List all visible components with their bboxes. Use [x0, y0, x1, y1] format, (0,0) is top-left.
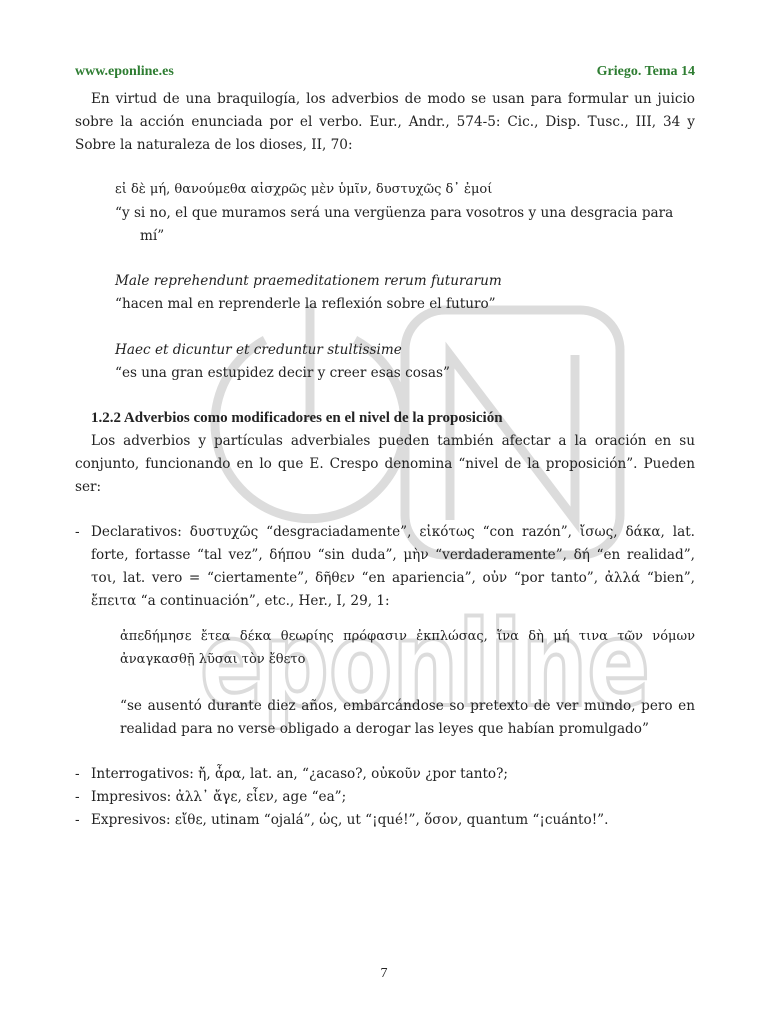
- document-title: Griego. Tema 14: [596, 64, 695, 79]
- latin-quote-1-translation: “hacen mal en reprenderle la reflexión sobre el futuro”: [115, 296, 496, 313]
- declarativos-list: [75, 521, 695, 612]
- intro-paragraph: En virtud de una braquilogía, los adverbios de modo se usan para formular un juicio sobre la acción enunciada por el verbo. Eur., Andr., 574-5: Cic., Disp. Tusc., III, 34 y Sobre la naturaleza de los dioses, II, 70:: [75, 91, 695, 153]
- list-item-declarativos: - Declarativos: δυστυχῶς “desgraciadamente”, εἰκότως “con razón”, ἴσως, δάκα, lat. forte, fortasse “tal vez”, δήπου “sin duda”, μὴν “verdaderamente”, δή “en realidad”, τοι, lat. vero = “ciertamente”, δῆθεν “en apariencia”, οὐν “por tanto”, ἀλλά “bien”, ἔπειτα “a continuación”, etc., Her., I, 29, 1:: [75, 521, 695, 612]
- greek-quote: εἰ δὲ μή, θανούμεθα αἰσχρῶς μὲν ὑμῖν, δυστυχῶς δ᾽ ἐμοί: [115, 182, 493, 198]
- watermark-text: eponline: [200, 595, 650, 730]
- latin-quote-1: Male reprehendunt praemeditationem rerum futurarum: [115, 273, 502, 290]
- section-heading: 1.2.2 Adverbios como modificadores en el nivel de la proposición: [91, 410, 503, 427]
- section-paragraph: Los adverbios y partículas adverbiales pueden también afectar a la oración en su conjunto, funcionando en lo que E. Crespo denomina “nivel de la proposición”. Pueden ser:: [75, 432, 695, 495]
- list-item-interrogativos: - Interrogativos: ἤ, ἆρα, lat. an, “¿acaso?, οὐκοῦν ¿por tanto?;: [75, 763, 695, 786]
- latin-quote-2: Haec et dicuntur et creduntur stultissime: [115, 341, 402, 358]
- list-item-expresivos: - Expresivos: εἴθε, utinam “ojalá”, ὡς, ut “¡qué!”, ὅσον, quantum “¡cuánto!”.: [75, 809, 695, 832]
- herodotus-greek-quote: ἀπεδήμησε ἔτεα δέκα θεωρίης πρόφασιν ἐκπλώσας, ἵνα δὴ μή τινα τῶν νόμων ἀναγκασθῇ λῦσαι τὸν ἔθετο: [120, 629, 695, 668]
- page-content: [75, 88, 695, 832]
- adverb-types-list: [75, 763, 695, 831]
- page-header: [75, 64, 695, 80]
- greek-quote-translation: “y si no, el que muramos será una vergüenza para vosotros y una desgracia para mí”: [115, 204, 674, 244]
- list-item-impresivos: - Impresivos: ἀλλ᾽ ἄγε, εἶεν, age “ea”;: [75, 786, 695, 809]
- site-link[interactable]: www.eponline.es: [75, 64, 174, 79]
- latin-quote-2-translation: “es una gran estupidez decir y creer esas cosas”: [115, 364, 450, 381]
- page-number: 7: [380, 966, 388, 981]
- herodotus-translation: “se ausentó durante diez años, embarcándose so pretexto de ver mundo, pero en realidad para no verse obligado a derogar las leyes que habían promulgado”: [120, 697, 695, 737]
